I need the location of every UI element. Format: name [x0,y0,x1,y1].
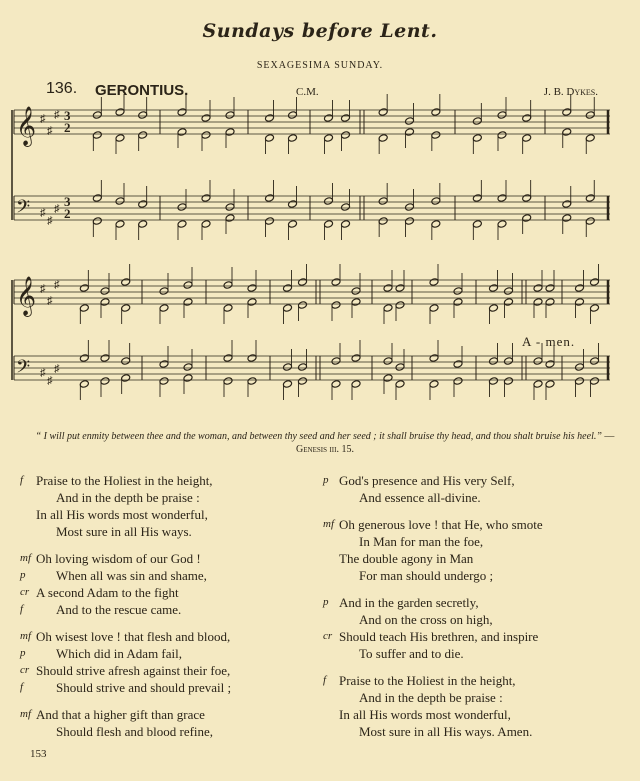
note-head [298,278,308,287]
note-head [504,298,514,307]
note-head [533,298,543,307]
note-head [92,194,102,203]
note-head [522,214,532,223]
note-head [100,354,110,363]
stanza [20,550,320,618]
note-head [395,363,405,372]
note-head [324,134,334,143]
note-head [265,194,275,203]
note-head [504,357,514,366]
note-head [138,200,148,209]
stanza [323,672,623,740]
time-signature: 2 [64,206,71,221]
note-head [575,298,585,307]
note-head [201,131,211,140]
dynamic-marking: f [323,674,327,686]
note-head [247,298,257,307]
note-head [223,304,233,313]
verse-text: Oh loving wisdom of our God ! [36,551,201,566]
note-head [177,108,187,117]
note-head [575,377,585,386]
time-signature: 3 [64,194,71,209]
note-head [351,380,361,389]
note-head [265,134,275,143]
verse-line [323,723,623,740]
verse-line [323,611,623,628]
note-head [265,114,275,123]
sharp-sign: ♯ [54,363,60,375]
note-head [489,284,499,293]
sharp-sign: ♯ [47,295,53,307]
note-head [431,108,441,117]
note-head [92,131,102,140]
verse-line [323,472,623,489]
note-head [429,304,439,313]
note-head [288,111,298,120]
note-head [331,301,341,310]
note-head [522,114,532,123]
note-head [115,108,125,117]
epigraph-quote: “ I will put enmity between thee and the woman, and between thy seed and her seed ; it shall bruise thy head, and thou shalt bruise his heel.” [35,431,602,442]
dynamic-marking: mf [20,552,31,564]
note-head [522,194,532,203]
note-head [489,304,499,313]
verse-line [323,628,623,645]
note-head [533,380,543,389]
note-head [378,197,388,206]
verse-line [323,672,623,689]
note-head [429,278,439,287]
verse-text: In all His words most wonderful, [339,707,511,722]
verses-left-column [20,472,320,750]
tune-name: GERONTIUS. [95,82,189,99]
note-head [431,131,441,140]
note-head [201,194,211,203]
note-head [100,287,110,296]
note-head [545,298,555,307]
note-head [351,354,361,363]
verse-text: And in the depth be praise : [56,490,200,505]
verse-text: Oh wisest love ! that flesh and blood, [36,629,231,644]
note-head [453,377,463,386]
note-head [489,377,499,386]
note-head [288,200,298,209]
note-head [472,220,482,229]
dynamic-marking: cr [20,586,30,598]
composer-name: J. B. Dykes. [543,86,598,98]
note-head [100,377,110,386]
sharp-sign: ♯ [54,279,60,291]
dynamic-marking: cr [323,630,333,642]
note-head [378,134,388,143]
note-head [183,281,193,290]
note-head [341,203,351,212]
verse-text: Praise to the Holiest in the height, [36,473,213,488]
sharp-sign: ♯ [54,109,60,121]
verse-line [20,523,320,540]
dynamic-marking: p [323,596,329,608]
sharp-sign: ♯ [40,113,46,125]
note-head [545,360,555,369]
note-head [585,217,595,226]
note-head [201,220,211,229]
time-signature: 3 [64,108,71,123]
note-head [429,354,439,363]
verse-line [20,723,320,740]
note-head [79,380,89,389]
note-head [223,281,233,290]
note-head [378,108,388,117]
note-head [183,298,193,307]
verse-line [20,706,320,723]
verse-line [323,706,623,723]
verse-text: In all His words most wonderful, [36,507,208,522]
verse-line [323,567,623,584]
note-head [395,301,405,310]
note-head [138,111,148,120]
dynamic-marking: p [20,569,26,581]
time-signature: 2 [64,120,71,135]
scripture-epigraph [30,430,620,456]
note-head [545,380,555,389]
verse-text: Praise to the Holiest in the height, [339,673,516,688]
note-head [283,363,293,372]
note-head [225,128,235,137]
note-head [331,380,341,389]
note-head [298,301,308,310]
note-head [324,114,334,123]
sharp-sign: ♯ [40,367,46,379]
note-head [405,117,415,126]
note-head [562,214,572,223]
verse-text: And on the cross on high, [359,612,493,627]
verse-text: And in the garden secretly, [339,595,479,610]
verses-right-column [323,472,623,750]
sharp-sign: ♯ [47,375,53,387]
note-head [562,108,572,117]
verse-text: The double agony in Man [339,551,474,566]
verse-line [20,472,320,489]
verse-line [20,662,320,679]
note-head [429,380,439,389]
note-head [351,298,361,307]
verse-text: And in the depth be praise : [359,690,503,705]
note-head [405,217,415,226]
note-head [283,304,293,313]
note-head [590,357,600,366]
note-head [225,203,235,212]
note-head [298,363,308,372]
verse-text: Should flesh and blood refine, [56,724,214,739]
note-head [223,377,233,386]
verse-text: In Man for man the foe, [359,534,484,549]
note-head [100,298,110,307]
verse-text: Most sure in all His ways. [56,524,192,539]
note-head [351,287,361,296]
verse-text: Should strive afresh against their foe, [36,663,231,678]
note-head [453,287,463,296]
verse-line [20,506,320,523]
verse-line [20,601,320,618]
stanza [323,472,623,506]
note-head [497,131,507,140]
note-head [79,354,89,363]
dynamic-marking: f [20,474,24,486]
stanza [20,628,320,696]
verse-line [20,567,320,584]
meter-label: C.M. [296,86,319,98]
note-head [159,304,169,313]
note-head [138,131,148,140]
note-head [115,197,125,206]
note-head [472,117,482,126]
verse-text: Oh generous love ! that He, who smote [339,517,543,532]
note-head [201,114,211,123]
note-head [177,128,187,137]
dynamic-marking: f [20,603,24,615]
note-head [225,111,235,120]
verse-line [20,584,320,601]
note-head [183,374,193,383]
sharp-sign: ♯ [40,283,46,295]
note-head [341,220,351,229]
note-head [431,220,441,229]
verse-text: A second Adam to the fight [36,585,179,600]
verse-text: Should teach His brethren, and inspire [339,629,539,644]
note-head [405,203,415,212]
note-head [288,220,298,229]
note-head [585,134,595,143]
note-head [324,197,334,206]
note-head [183,363,193,372]
note-head [383,304,393,313]
note-head [383,374,393,383]
verse-text: God's presence and His very Self, [339,473,515,488]
note-head [575,284,585,293]
stanza [323,516,623,584]
note-head [115,134,125,143]
note-head [453,360,463,369]
dynamic-marking: f [20,681,24,693]
epigraph-reference: —Genesis iii. 15. [296,431,615,455]
note-head [177,220,187,229]
verse-line [323,689,623,706]
note-head [223,354,233,363]
note-head [453,298,463,307]
verse-text: Most sure in all His ways. Amen. [359,724,533,739]
verse-line [323,516,623,533]
note-head [497,194,507,203]
verse-line [20,489,320,506]
note-head [590,377,600,386]
amen-lyric: A - men. [522,334,576,349]
note-head [177,203,187,212]
note-head [562,200,572,209]
verse-text: And essence all-divine. [359,490,481,505]
note-head [533,357,543,366]
note-head [431,197,441,206]
note-head [159,360,169,369]
sharp-sign: ♯ [40,207,46,219]
verse-line [20,679,320,696]
note-head [497,111,507,120]
verse-text: Which did in Adam fail, [56,646,183,661]
note-head [585,194,595,203]
note-head [395,284,405,293]
stanza [20,706,320,740]
note-head [247,354,257,363]
bass-clef: 𝄢 [16,197,31,222]
note-head [283,380,293,389]
verse-line [323,550,623,567]
note-head [79,304,89,313]
stanza [20,472,320,540]
dynamic-marking: mf [20,630,31,642]
verse-text: For man should undergo ; [359,568,494,583]
verse-text: And to the rescue came. [56,602,182,617]
note-head [575,363,585,372]
dynamic-marking: mf [323,518,334,530]
note-head [472,134,482,143]
note-head [138,220,148,229]
note-head [121,357,131,366]
note-head [79,284,89,293]
note-head [121,374,131,383]
note-head [225,214,235,223]
note-head [590,304,600,313]
note-head [283,284,293,293]
dynamic-marking: cr [20,664,30,676]
verse-line [323,489,623,506]
verse-text: And that a higher gift than grace [36,707,205,722]
dynamic-marking: mf [20,708,31,720]
note-head [405,128,415,137]
note-head [341,131,351,140]
sharp-sign: ♯ [54,203,60,215]
verse-line [323,594,623,611]
verse-line [323,645,623,662]
note-head [341,114,351,123]
occasion-subtitle: SEXAGESIMA SUNDAY. [256,60,384,71]
note-head [288,134,298,143]
note-head [159,287,169,296]
note-head [504,287,514,296]
verse-text: When all was sin and shame, [56,568,207,583]
note-head [159,377,169,386]
stanza [323,594,623,662]
verse-line [323,533,623,550]
verse-text: Should strive and should prevail ; [56,680,232,695]
verse-line [20,628,320,645]
note-head [247,284,257,293]
treble-clef: 𝄞 [16,276,37,316]
note-head [121,304,131,313]
dynamic-marking: p [323,474,329,486]
note-head [489,357,499,366]
note-head [265,217,275,226]
note-head [522,134,532,143]
bass-clef: 𝄢 [16,357,31,382]
note-head [92,217,102,226]
note-head [324,220,334,229]
note-head [395,380,405,389]
verse-line [20,550,320,567]
note-head [247,377,257,386]
note-head [92,111,102,120]
dynamic-marking: p [20,647,26,659]
note-head [121,278,131,287]
note-head [331,278,341,287]
page-number: 153 [30,748,47,760]
note-head [383,357,393,366]
note-head [383,284,393,293]
note-head [331,357,341,366]
note-head [497,220,507,229]
hymn-number: 136. [46,80,78,97]
verse-line [20,645,320,662]
note-head [298,377,308,386]
page-title: Sundays before Lent. [202,20,438,42]
note-head [585,111,595,120]
note-head [378,217,388,226]
note-head [472,194,482,203]
sharp-sign: ♯ [47,215,53,227]
sharp-sign: ♯ [47,125,53,137]
verse-text: To suffer and to die. [359,646,464,661]
note-head [504,377,514,386]
note-head [533,284,543,293]
note-head [562,128,572,137]
treble-clef: 𝄞 [16,106,37,146]
note-head [545,284,555,293]
note-head [115,220,125,229]
note-head [590,278,600,287]
